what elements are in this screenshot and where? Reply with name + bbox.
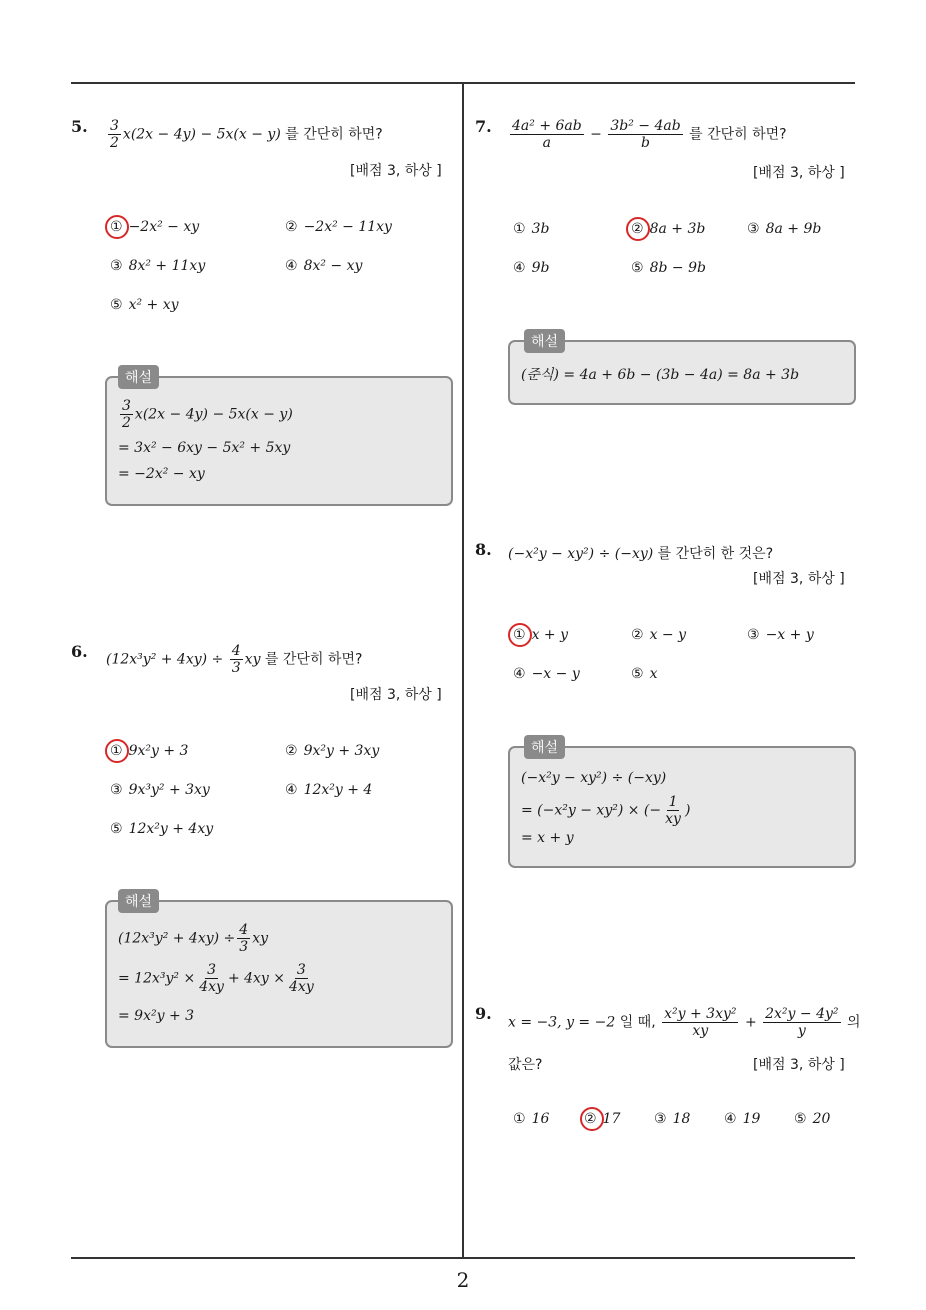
choice-2[interactable]: ② −2x² − 11xy: [285, 219, 392, 235]
solution-line: = 12x³y² × $\frac{3}{4xy}$ + 4xy × $\frac{3}{4xy}$: [118, 962, 314, 995]
choice-4[interactable]: ④ −x − y: [513, 666, 580, 682]
question-stem: $\frac{\text{4a² + 6ab}}{a}$ − $\frac{\text{3b² − 4ab}}{b}$ 를 간단히 하면?: [512, 118, 787, 151]
choice-1[interactable]: ① x + y: [513, 627, 568, 643]
choice-1[interactable]: ① 3b: [513, 221, 550, 237]
solution-line: = (−x²y − xy²) × (− $\frac{1}{xy}$ ): [521, 794, 691, 827]
solution-line: = 3x² − 6xy − 5x² + 5xy: [118, 440, 291, 456]
choice-4[interactable]: ④ 9b: [513, 260, 550, 276]
choice-3[interactable]: ③ 8x² + 11xy: [110, 258, 206, 274]
question-stem: x = −3, y = −2 일 때, $\frac{\text{x²y + 3xy²}}{xy}$ + $\frac{\text{2x²y − 4y²}}{y}$ 의: [508, 1006, 861, 1039]
question-number: 8.: [475, 540, 492, 559]
solution-tag: 해설: [118, 365, 159, 389]
choice-5[interactable]: ⑤ x² + xy: [110, 297, 179, 313]
solution-line: (준식) = 4a + 6b − (3b − 4a) = 8a + 3b: [521, 367, 800, 383]
choice-3[interactable]: ③ 18: [654, 1111, 691, 1127]
solution-line: = x + y: [521, 830, 574, 846]
choice-2[interactable]: ② 8a + 3b: [631, 221, 706, 237]
fraction: $\frac{\text{2x²y − 4y²}}{y}$: [765, 1006, 839, 1039]
fraction: $\frac{3}{2}$: [110, 118, 119, 151]
question-stem-cont: 값은?: [508, 1057, 543, 1073]
choice-5[interactable]: ⑤ 8b − 9b: [631, 260, 706, 276]
solution-line: = −2x² − xy: [118, 466, 205, 482]
choice-4[interactable]: ④ 12x²y + 4: [285, 782, 373, 798]
solution-tag: 해설: [118, 889, 159, 913]
solution-line: = 9x²y + 3: [118, 1008, 195, 1024]
fraction: $\frac{\text{x²y + 3xy²}}{xy}$: [664, 1006, 737, 1039]
question-number: 5.: [71, 117, 88, 136]
fraction: $\frac{\text{3b² − 4ab}}{b}$: [610, 118, 681, 151]
question-stem: $\frac{3}{2}$ x(2x − 4y) − 5x(x − y) 를 간단히 하면?: [110, 118, 383, 151]
choice-4[interactable]: ④ 8x² − xy: [285, 258, 363, 274]
question-stem: (12x³y² + 4xy) ÷ $\frac{4}{3}$ xy 를 간단히 하면?: [106, 643, 363, 676]
choice-2[interactable]: ② x − y: [631, 627, 686, 643]
choice-4[interactable]: ④ 19: [724, 1111, 761, 1127]
score-label: [배점 3, 하상 ]: [753, 1057, 845, 1073]
choice-1[interactable]: ① 16: [513, 1111, 550, 1127]
score-label: [배점 3, 하상 ]: [753, 571, 845, 587]
solution-tag: 해설: [524, 329, 565, 353]
question-stem: (−x²y − xy²) ÷ (−xy) 를 간단히 한 것은?: [508, 546, 774, 562]
solution-tag: 해설: [524, 735, 565, 759]
choice-3[interactable]: ③ 8a + 9b: [747, 221, 822, 237]
choice-3[interactable]: ③ 9x³y² + 3xy: [110, 782, 210, 798]
choice-2[interactable]: ② 9x²y + 3xy: [285, 743, 380, 759]
choice-5[interactable]: ⑤ 12x²y + 4xy: [110, 821, 214, 837]
choice-1[interactable]: ① 9x²y + 3: [110, 743, 189, 759]
choice-2[interactable]: ② 17: [584, 1111, 621, 1127]
score-label: [배점 3, 하상 ]: [350, 687, 442, 703]
question-number: 9.: [475, 1004, 492, 1023]
choice-1[interactable]: ① −2x² − xy: [110, 219, 200, 235]
score-label: [배점 3, 하상 ]: [753, 165, 845, 181]
choice-5[interactable]: ⑤ 20: [794, 1111, 831, 1127]
question-number: 6.: [71, 642, 88, 661]
page-number: 2: [456, 1268, 470, 1292]
fraction: $\frac{4}{3}$: [231, 643, 241, 676]
solution-line: (−x²y − xy²) ÷ (−xy): [521, 770, 667, 786]
solution-line: $\frac{3}{2}$ x(2x − 4y) − 5x(x − y): [122, 398, 293, 431]
fraction: $\frac{\text{4a² + 6ab}}{a}$: [512, 118, 582, 151]
bottom-rule: [71, 1257, 855, 1259]
choice-3[interactable]: ③ −x + y: [747, 627, 814, 643]
question-number: 7.: [475, 117, 492, 136]
solution-line: (12x³y² + 4xy) ÷ $\frac{4}{3}$ xy: [118, 922, 269, 955]
column-divider: [462, 83, 464, 1257]
score-label: [배점 3, 하상 ]: [350, 163, 442, 179]
choice-5[interactable]: ⑤ x: [631, 666, 658, 682]
